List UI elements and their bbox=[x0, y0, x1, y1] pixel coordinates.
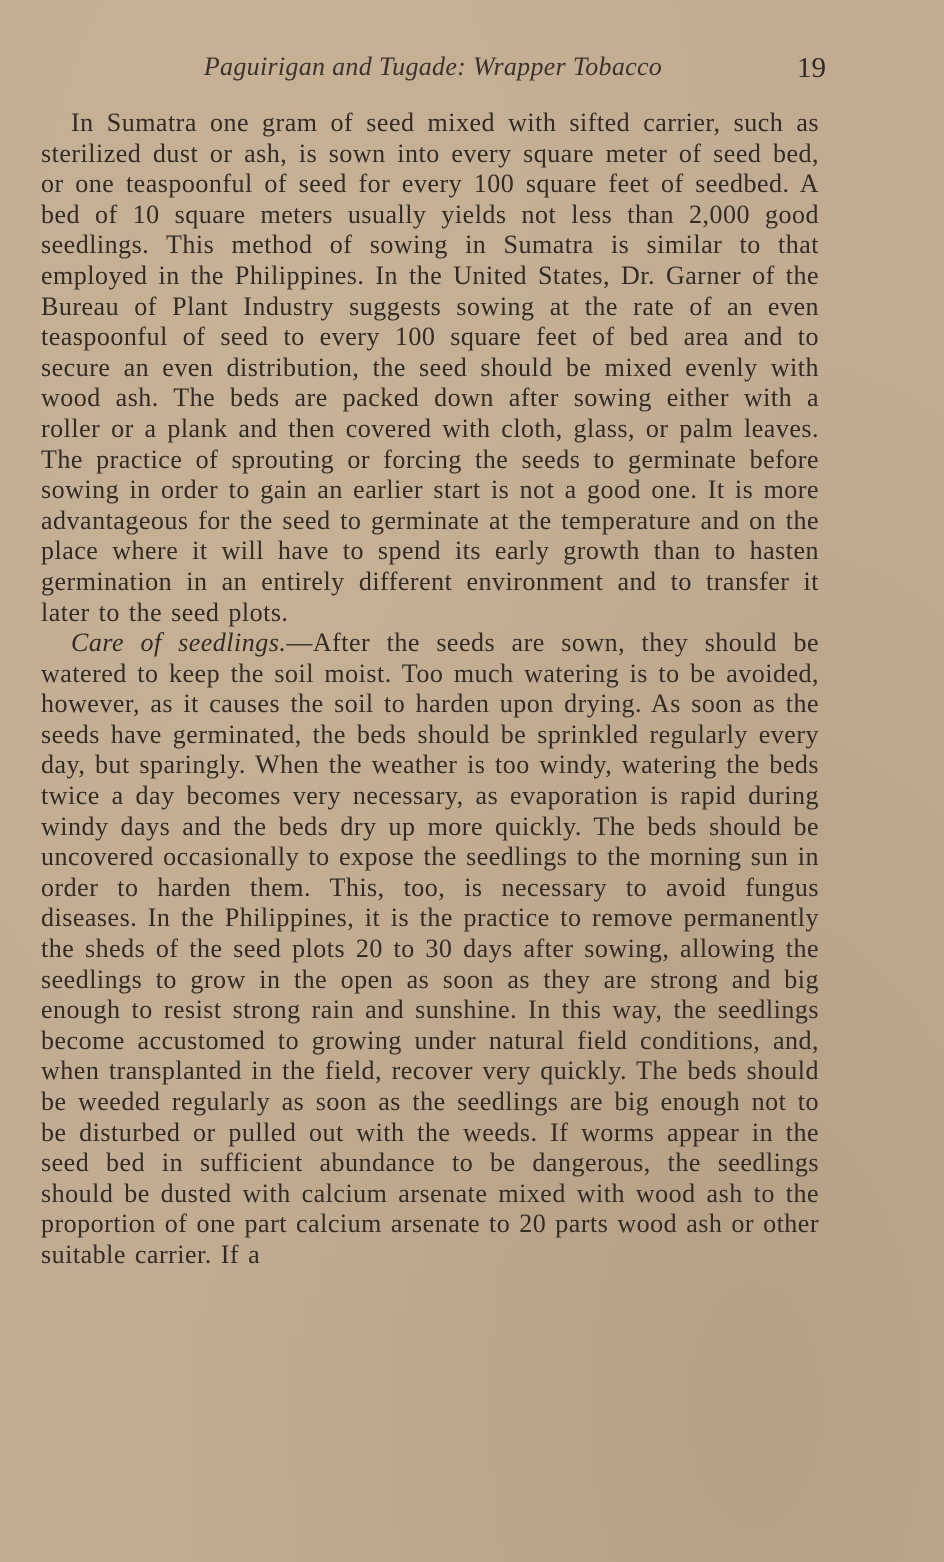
running-title: Paguirigan and Tugade: Wrapper Tobacco bbox=[203, 52, 663, 81]
run-in-heading: Care of seedlings. bbox=[71, 628, 287, 658]
paragraph-text: In Sumatra one gram of seed mixed with sifted carrier, such as sterilized dust or ash, is sown into every square meter of seed bed, or one teaspoonful of seed for every 100 square feet of seedbed. A bed of 10 square meters usually yields not less than 2,000 good seedlings. This method of sowing in Sumatra is similar to that employed in the Philippines. In the United States, Dr. Garner of the Bureau of Plant Industry suggests sowing at the rate of an even teaspoonful of seed to every 100 square feet of bed area and to secure an even distribution, the seed should be mixed evenly with wood ash. The beds are packed down after sowing either with a roller or a plank and then covered with cloth, glass, or palm leaves. The practice of sprouting or forcing the seeds to germinate before sowing in order to gain an earlier start is not a good one. It is more advantageous for the seed to germinate at the temperature and on the place where it will have to spend its early growth than to hasten germination in an entirely different environment and to transfer it later to the seed plots. bbox=[41, 108, 819, 627]
body-text bbox=[41, 108, 819, 1271]
paragraph-sowing bbox=[41, 108, 819, 628]
paragraph-care-of-seedlings bbox=[41, 628, 819, 1270]
paragraph-text: —After the seeds are sown, they should be watered to keep the soil moist. Too much watering is to be avoided, however, as it causes the soil to harden upon drying. As soon as the seeds have germinated, the beds should be sprinkled regularly every day, but sparingly. When the weather is too windy, watering the beds twice a day becomes very necessary, as evaporation is rapid during windy days and the beds dry up more quickly. The beds should be uncovered occasionally to expose the seedlings to the morning sun in order to harden them. This, too, is necessary to avoid fungus diseases. In the Philippines, it is the practice to remove permanently the sheds of the seed plots 20 to 30 days after sowing, allowing the seedlings to grow in the open as soon as they are strong and big enough to resist strong rain and sunshine. In this way, the seedlings become accustomed to growing under natural field conditions, and, when transplanted in the field, recover very quickly. The beds should be weeded regularly as soon as the seedlings are big enough not to be disturbed or pulled out with the weeds. If worms appear in the seed bed in sufficient abundance to be dangerous, the seedlings should be dusted with calcium arsenate mixed with wood ash to the proportion of one part calcium arsenate to 20 parts wood ash or other suitable carrier. If a bbox=[41, 628, 819, 1269]
running-head bbox=[40, 52, 826, 86]
page-number: 19 bbox=[797, 52, 826, 84]
